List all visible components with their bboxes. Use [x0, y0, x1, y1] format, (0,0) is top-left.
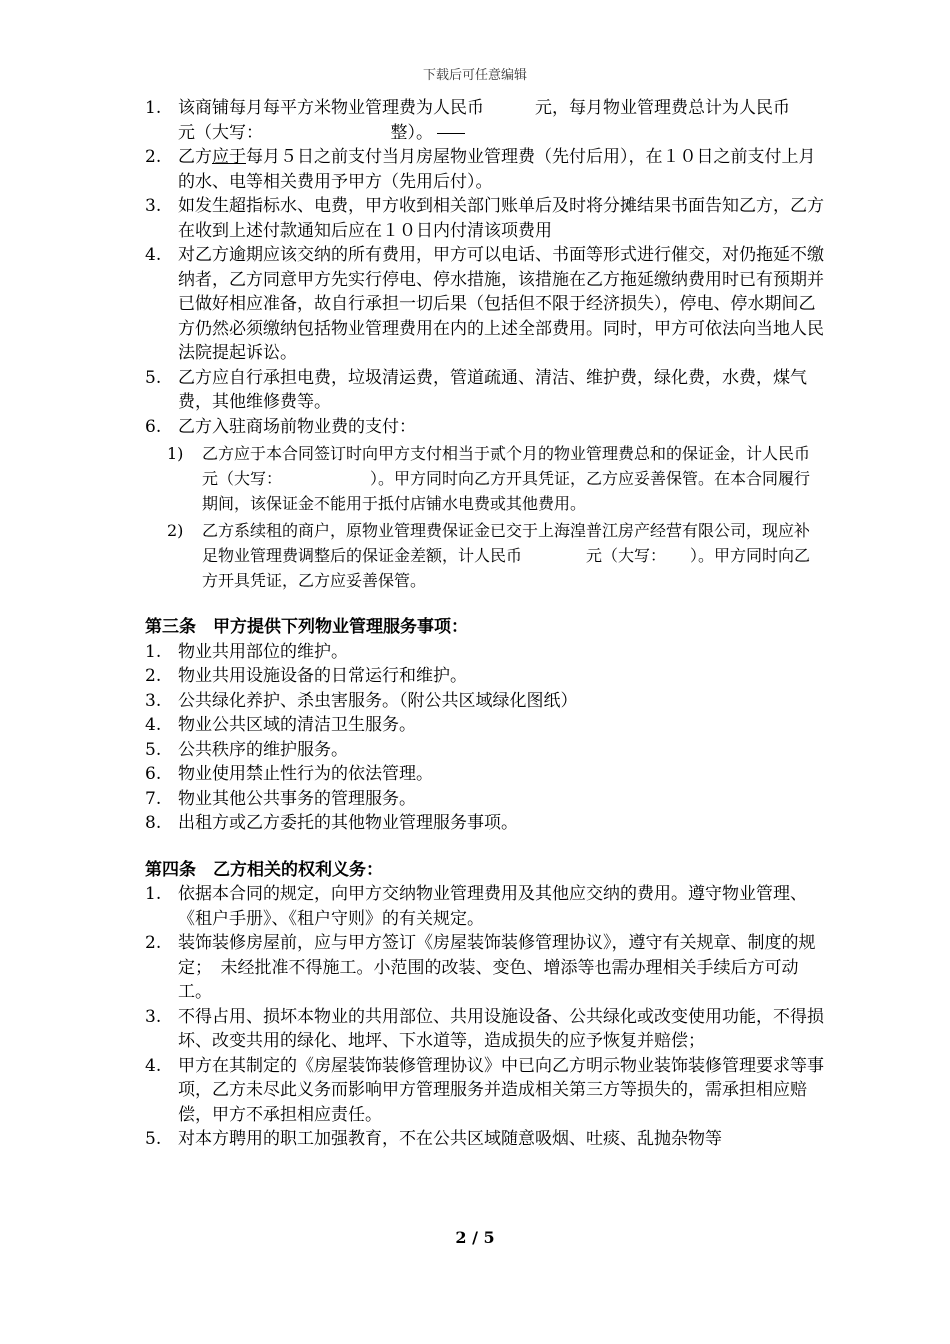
sub-list-item — [145, 518, 825, 593]
item-number: 5. — [145, 739, 162, 760]
item-text: 物业共用设施设备的日常运行和维护。 — [178, 666, 467, 686]
list-item — [145, 1005, 825, 1054]
item-text: 依据本合同的规定，向甲方交纳物业管理费用及其他应交纳的费用。遵守物业管理、《租户手册》、《租户守则》的有关规定。 — [178, 884, 807, 929]
list-item — [145, 664, 825, 689]
item-text: 甲方在其制定的《房屋装饰装修管理协议》中已向乙方明示物业装饰装修管理要求等事项，乙方未尽此义务而影响甲方管理服务并造成相关第三方等损失的，需承担相应赔偿，甲方不承担相应责任。 — [178, 1055, 824, 1125]
item-text: 物业公共区域的清洁卫生服务。 — [178, 715, 416, 735]
item-text: 公共秩序的维护服务。 — [178, 739, 348, 760]
item-text: 该商铺每月每平方米物业管理费为人民币 元，每月物业管理费总计为人民币 元（大写： 整）。 — [178, 98, 841, 143]
item-number: 3. — [145, 1006, 162, 1027]
item-text: 物业共用部位的维护。 — [178, 641, 348, 662]
item-text: 不得占用、损坏本物业的共用部位、共用设施设备、公共绿化或改变使用功能，不得损坏、改变共用的绿化、地坪、下水道等，造成损失的应予恢复并赔偿； — [178, 1006, 824, 1051]
section-heading: 第三条 甲方提供下列物业管理服务事项： — [145, 617, 468, 637]
list-item — [145, 1054, 825, 1128]
item-text: 乙方应自行承担电费，垃圾清运费，管道疏通、清洁、维护费，绿化费，水费，煤气费，其他维修费等。 — [178, 367, 807, 412]
item-text: 对本方聘用的职工加强教育，不在公共区域随意吸烟、吐痰、乱抛杂物等 — [178, 1129, 722, 1149]
item-text-underlined: 应于 — [212, 147, 246, 167]
item-number: 4. — [145, 1055, 162, 1076]
item-text: 物业其他公共事务的管理服务。 — [178, 788, 416, 809]
list-item — [145, 145, 825, 194]
list-item — [145, 366, 825, 415]
list-item — [145, 96, 841, 145]
document-body — [145, 96, 875, 1152]
current-page: 2 — [455, 1228, 467, 1247]
sub-list-item — [145, 441, 875, 516]
item-number: 1. — [145, 641, 162, 662]
item-text-post: 每月５日之前支付当月房屋物业管理费（先付后用），在１０日之前支付上月的水、电等相关费用予甲方（先用后付）。 — [178, 147, 816, 192]
list-item — [145, 738, 825, 763]
list-item — [145, 811, 825, 836]
section-heading: 第四条 乙方相关的权利义务： — [145, 859, 383, 880]
item-text: 如发生超指标水、电费，甲方收到相关部门账单后及时将分摊结果书面告知乙方，乙方在收到上述付款通知后应在１０日内付清该项费用 — [178, 196, 824, 241]
list-item — [145, 713, 825, 738]
sub-item-number: 1) — [167, 444, 184, 463]
item-number: 3. — [145, 690, 162, 711]
list-item — [145, 194, 825, 243]
item-number: 6. — [145, 416, 162, 437]
item-number: 5. — [145, 1129, 162, 1149]
item-text-pre: 乙方 — [178, 147, 212, 167]
item-number: 1. — [145, 98, 162, 118]
list-item — [145, 415, 825, 440]
item-text: 公共绿化养护、杀虫害服务。（附公共区域绿化图纸） — [178, 690, 578, 711]
page-number — [0, 1228, 950, 1247]
item-text: 乙方入驻商场前物业费的支付： — [178, 416, 416, 437]
list-item — [145, 931, 825, 1005]
list-item — [145, 1127, 825, 1152]
item-number: 5. — [145, 367, 162, 388]
list-item — [145, 640, 825, 665]
item-text: 对乙方逾期应该交纳的所有费用，甲方可以电话、书面等形式进行催交，对仍拖延不缴纳者，乙方同意甲方先实行停电、停水措施，该措施在乙方拖延缴纳费用时已有预期并已做好相应准备，故自行承担一切后果（包括但不限于经济损失），停电、停水期间乙方仍然必须缴纳包括物业管理费用在内的上述全部费用。同时，甲方可依法向当地人民法院提起诉讼。 — [178, 245, 824, 363]
item-text: 出租方或乙方委托的其他物业管理服务事项。 — [178, 813, 518, 833]
item-number: 3. — [145, 196, 162, 216]
list-item — [145, 762, 825, 787]
item-text: 装饰装修房屋前，应与甲方签订《房屋装饰装修管理协议》，遵守有关规章、制度的规定； 未经批准不得施工。小范围的改装、变色、增添等也需办理相关手续后方可动工。 — [178, 933, 816, 1002]
item-number: 7. — [145, 788, 162, 809]
list-item — [145, 689, 825, 714]
sub-item-text: 乙方应于本合同签订时向甲方支付相当于贰个月的物业管理费总和的保证金，计人民币 元（大写： ）。甲方同时向乙方开具凭证，乙方应妥善保管。在本合同履行期间，该保证金不能用于抵付店铺水电费或其他费用。 — [202, 444, 875, 513]
blank-underline — [437, 133, 465, 134]
item-number: 1. — [145, 884, 162, 904]
item-number: 8. — [145, 813, 162, 833]
sub-item-number: 2) — [167, 521, 184, 540]
item-number: 6. — [145, 764, 162, 784]
total-pages: 5 — [483, 1228, 495, 1247]
item-number: 4. — [145, 245, 162, 265]
list-item — [145, 882, 825, 931]
item-number: 2. — [145, 666, 162, 686]
list-item — [145, 787, 825, 812]
page-header: 下载后可任意编辑 — [422, 68, 527, 83]
page-separator: / — [466, 1228, 484, 1247]
item-number: 2. — [145, 147, 162, 167]
item-number: 4. — [145, 715, 162, 735]
item-number: 2. — [145, 933, 162, 953]
sub-item-text: 乙方系续租的商户，原物业管理费保证金已交于上海湟普江房产经营有限公司，现应补足物业管理费调整后的保证金差额，计人民币 元（大写： ）。甲方同时向乙方开具凭证，乙方应妥善保管。 — [202, 521, 811, 590]
list-item — [145, 243, 825, 366]
item-text: 物业使用禁止性行为的依法管理。 — [178, 764, 433, 784]
